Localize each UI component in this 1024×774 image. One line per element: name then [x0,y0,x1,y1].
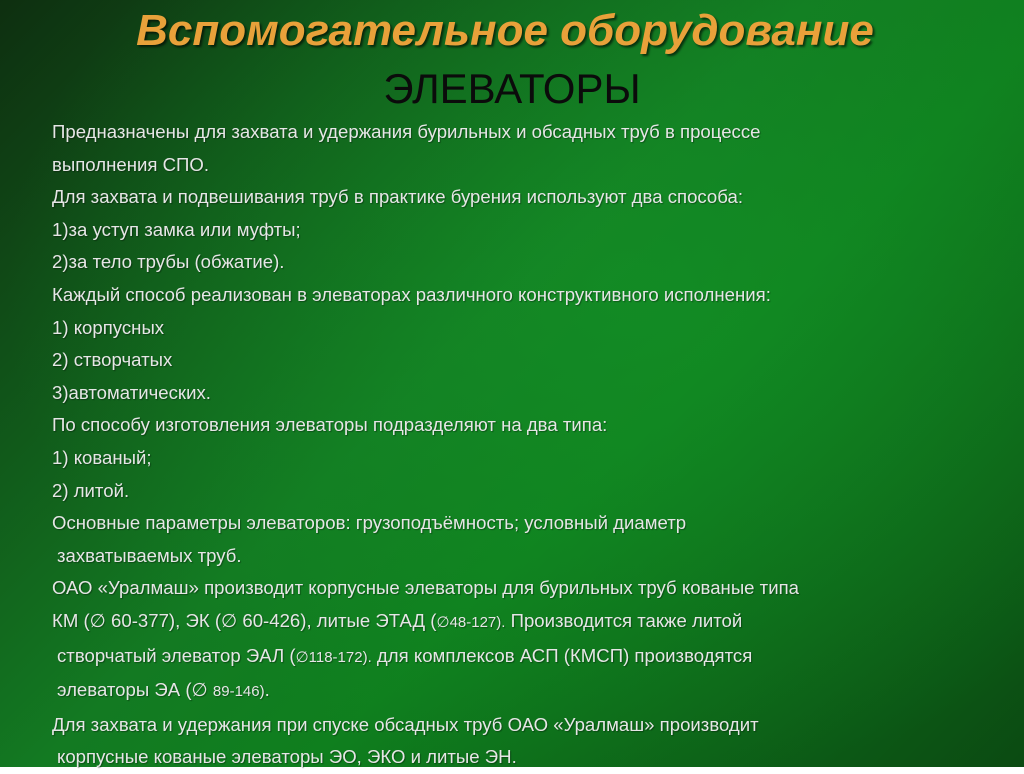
line-part: элеваторы ЭА (∅ [57,679,213,701]
body-line: корпусные кованые элеваторы ЭО, ЭКО и литые ЭН. [57,746,517,768]
body-line: 2) литой. [52,479,130,501]
body-line: выполнения СПО. [52,153,210,175]
line-part-small: ∅118-172). [295,648,372,666]
body-line [52,640,1012,675]
line-part: Производится также литой [505,609,743,631]
slide-body [52,116,1012,774]
body-line: 3)автоматических. [52,381,211,403]
body-line: 1) кованый; [52,446,152,468]
body-line: Основные параметры элеваторов: грузоподъёмность; условный диаметр [52,512,687,534]
line-part-small: ∅48-127). [436,613,506,631]
body-line: ОАО «Уралмаш» производит корпусные элеваторы для бурильных труб кованые типа [52,577,799,599]
body-line: 1) корпусных [52,316,165,338]
slide-subtitle: ЭЛЕВАТОРЫ [383,65,641,112]
body-line: Каждый способ реализован в элеваторах различного конструктивного исполнения: [52,283,771,305]
body-line: Для захвата и удержания при спуске обсадных труб ОАО «Уралмаш» производит [52,713,759,735]
line-part: КМ (∅ 60-377), ЭК (∅ 60-426), литые ЭТАД ( [52,609,437,631]
line-part: створчатый элеватор ЭАЛ ( [57,644,296,666]
line-part: для комплексов АСП (КМСП) производятся [371,644,753,666]
body-line: 1)за уступ замка или муфты; [52,218,301,240]
line-part-small: 89-146) [212,683,265,701]
body-line: 2)за тело трубы (обжатие). [52,251,285,273]
body-line: Предназначены для захвата и удержания бурильных и обсадных труб в процессе [52,121,761,142]
body-line: По способу изготовления элеваторы подразделяют на два типа: [52,414,608,436]
slide-title: Вспомогательное оборудование [136,6,874,55]
line-part: . [264,679,270,701]
body-line: Для захвата и подвешивания труб в практике бурения используют два способа: [52,186,743,208]
body-line: захватываемых труб. [57,544,242,566]
body-line [52,605,1012,640]
body-line: 2) створчатых [52,349,173,371]
body-line [52,674,1012,709]
